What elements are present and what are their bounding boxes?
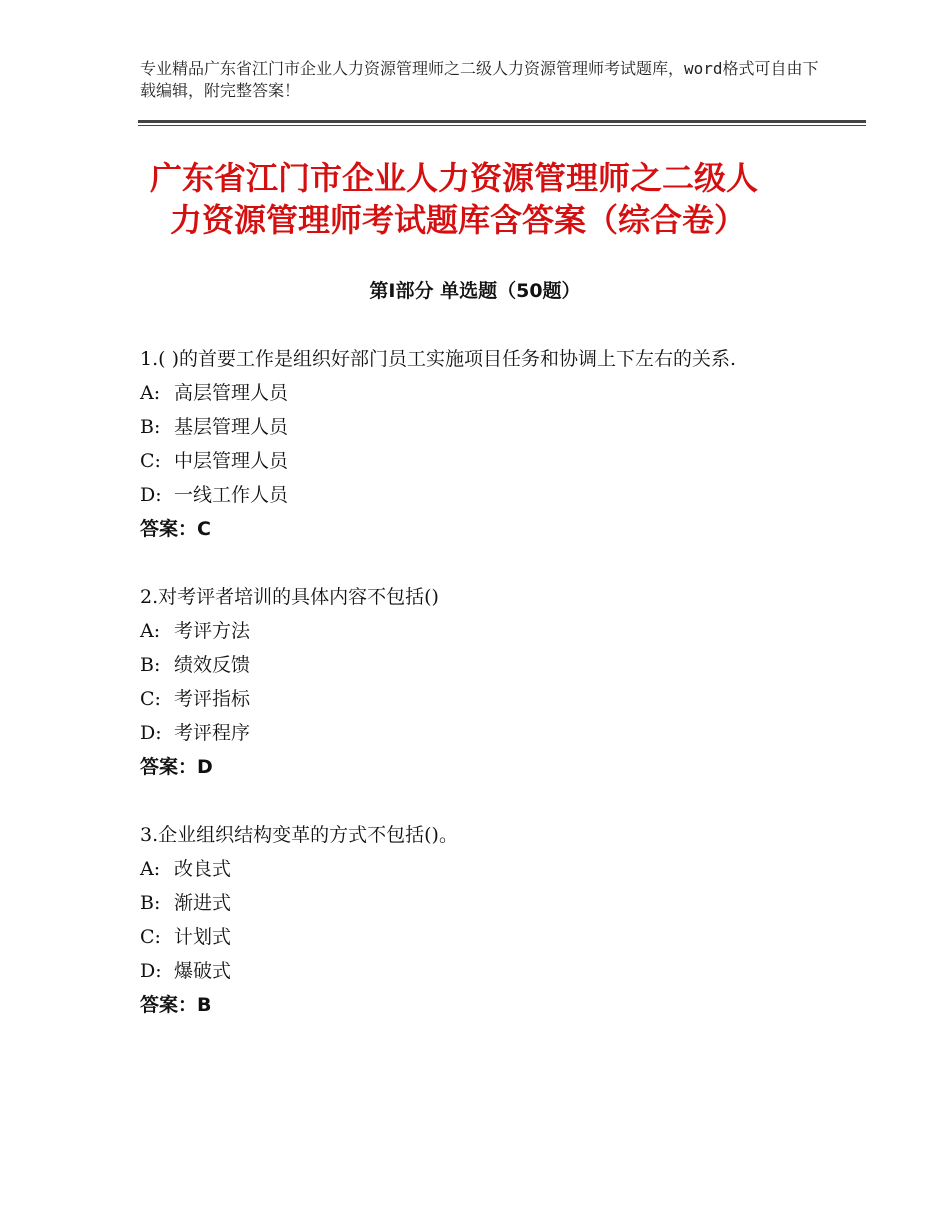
option-letter: C:	[140, 688, 161, 710]
header-rule-thick	[138, 120, 866, 123]
option-b	[140, 648, 820, 682]
document-title	[150, 157, 850, 241]
option-d	[140, 954, 820, 988]
option-d	[140, 478, 820, 512]
option-text: 考评指标	[174, 688, 251, 710]
question-stem: 1.( )的首要工作是组织好部门员工实施项目任务和协调上下左右的关系.	[140, 348, 737, 370]
option-text: 计划式	[174, 926, 232, 948]
option-a	[140, 614, 820, 648]
option-a	[140, 376, 820, 410]
section-title: 第Ⅰ部分 单选题（50题）	[369, 280, 581, 302]
option-letter: A:	[140, 382, 161, 404]
option-c	[140, 682, 820, 716]
question-stem: 2.对考评者培训的具体内容不包括()	[140, 586, 439, 608]
question-2	[140, 580, 820, 784]
option-text: 渐进式	[174, 892, 232, 914]
question-list	[140, 342, 820, 1056]
header-rule-thin	[138, 125, 866, 126]
option-b	[140, 410, 820, 444]
option-letter: B:	[140, 654, 161, 676]
option-letter: D:	[140, 484, 162, 506]
option-text: 爆破式	[174, 960, 232, 982]
question-3	[140, 818, 820, 1022]
question-1	[140, 342, 820, 546]
option-text: 考评程序	[174, 722, 251, 744]
title-line-2: 力资源管理师考试题库含答案（综合卷）	[170, 201, 747, 239]
option-d	[140, 716, 820, 750]
option-b	[140, 886, 820, 920]
option-letter: A:	[140, 620, 161, 642]
option-text: 高层管理人员	[174, 382, 289, 404]
title-line-1: 广东省江门市企业人力资源管理师之二级人	[150, 159, 759, 197]
option-text: 一线工作人员	[174, 484, 289, 506]
question-stem: 3.企业组织结构变革的方式不包括()。	[140, 824, 458, 846]
option-text: 考评方法	[174, 620, 251, 642]
option-c	[140, 920, 820, 954]
option-text: 绩效反馈	[174, 654, 251, 676]
option-text: 基层管理人员	[174, 416, 289, 438]
option-letter: D:	[140, 722, 162, 744]
answer-line: 答案：B	[140, 994, 212, 1016]
option-letter: A:	[140, 858, 161, 880]
header-note: 专业精品广东省江门市企业人力资源管理师之二级人力资源管理师考试题库，word格式可自由下载编辑，附完整答案！	[140, 59, 819, 100]
option-text: 中层管理人员	[174, 450, 289, 472]
answer-line: 答案：D	[140, 756, 213, 778]
option-text: 改良式	[174, 858, 232, 880]
option-a	[140, 852, 820, 886]
option-c	[140, 444, 820, 478]
answer-line: 答案：C	[140, 518, 211, 540]
option-letter: B:	[140, 416, 161, 438]
option-letter: B:	[140, 892, 161, 914]
option-letter: D:	[140, 960, 162, 982]
option-letter: C:	[140, 926, 161, 948]
option-letter: C:	[140, 450, 161, 472]
